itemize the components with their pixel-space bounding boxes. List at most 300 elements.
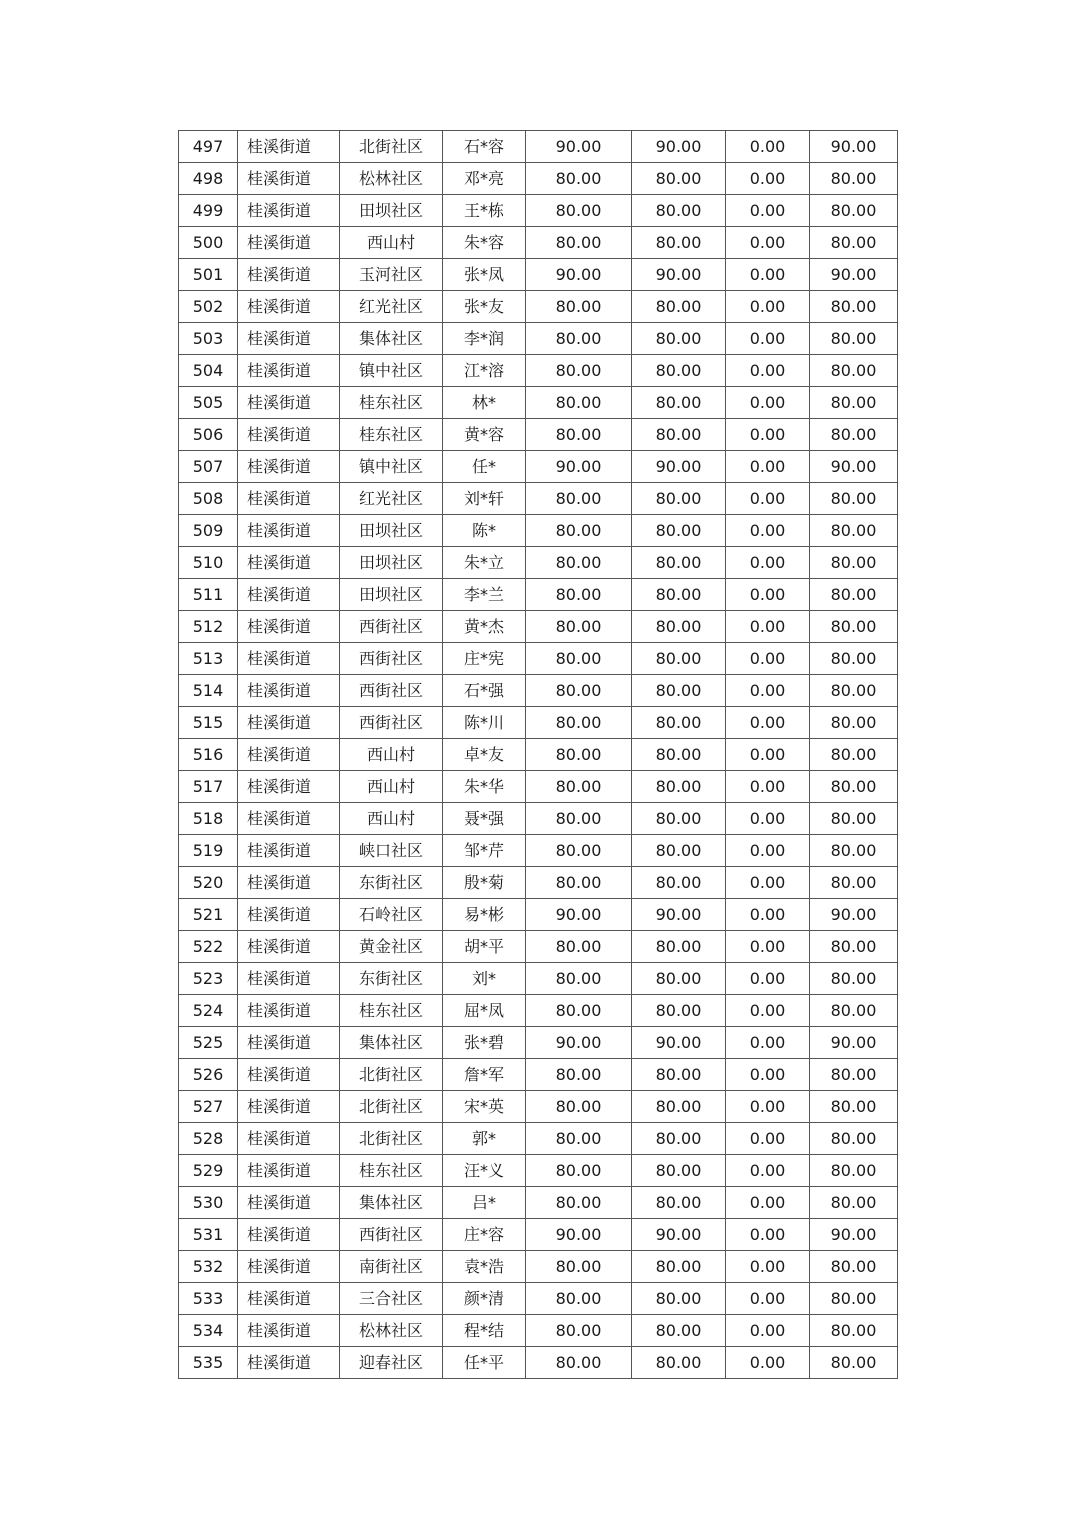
amount-1-cell: 90.00 — [526, 1027, 632, 1059]
row-number-cell: 513 — [179, 643, 238, 675]
amount-1-cell: 80.00 — [526, 1283, 632, 1315]
street-cell: 桂溪街道 — [238, 227, 340, 259]
row-number-cell: 523 — [179, 963, 238, 995]
amount-3-cell: 0.00 — [726, 1027, 810, 1059]
street-cell: 桂溪街道 — [238, 259, 340, 291]
community-cell: 桂东社区 — [340, 1155, 443, 1187]
table-row — [179, 515, 898, 547]
name-cell: 陈*川 — [443, 707, 526, 739]
name-cell: 李*兰 — [443, 579, 526, 611]
amount-1-cell: 80.00 — [526, 195, 632, 227]
amount-1-cell: 80.00 — [526, 1123, 632, 1155]
amount-4-cell: 90.00 — [810, 1219, 898, 1251]
amount-2-cell: 80.00 — [632, 931, 726, 963]
row-number-cell: 501 — [179, 259, 238, 291]
name-cell: 张*凤 — [443, 259, 526, 291]
street-cell: 桂溪街道 — [238, 451, 340, 483]
table-row — [179, 707, 898, 739]
street-cell: 桂溪街道 — [238, 323, 340, 355]
community-cell: 玉河社区 — [340, 259, 443, 291]
amount-1-cell: 80.00 — [526, 1251, 632, 1283]
row-number-cell: 499 — [179, 195, 238, 227]
amount-1-cell: 80.00 — [526, 675, 632, 707]
street-cell: 桂溪街道 — [238, 1219, 340, 1251]
name-cell: 宋*英 — [443, 1091, 526, 1123]
table-row — [179, 419, 898, 451]
amount-4-cell: 80.00 — [810, 803, 898, 835]
street-cell: 桂溪街道 — [238, 739, 340, 771]
row-number-cell: 520 — [179, 867, 238, 899]
amount-3-cell: 0.00 — [726, 611, 810, 643]
amount-4-cell: 80.00 — [810, 1251, 898, 1283]
amount-3-cell: 0.00 — [726, 931, 810, 963]
amount-2-cell: 80.00 — [632, 1347, 726, 1379]
amount-2-cell: 90.00 — [632, 451, 726, 483]
table-body — [179, 131, 898, 1379]
amount-1-cell: 80.00 — [526, 1155, 632, 1187]
table-row — [179, 579, 898, 611]
row-number-cell: 533 — [179, 1283, 238, 1315]
amount-2-cell: 90.00 — [632, 899, 726, 931]
community-cell: 田坝社区 — [340, 547, 443, 579]
amount-1-cell: 80.00 — [526, 355, 632, 387]
community-cell: 红光社区 — [340, 483, 443, 515]
name-cell: 汪*义 — [443, 1155, 526, 1187]
table-row — [179, 1251, 898, 1283]
amount-4-cell: 80.00 — [810, 611, 898, 643]
amount-1-cell: 90.00 — [526, 259, 632, 291]
street-cell: 桂溪街道 — [238, 163, 340, 195]
community-cell: 西街社区 — [340, 643, 443, 675]
table-row — [179, 771, 898, 803]
row-number-cell: 505 — [179, 387, 238, 419]
amount-3-cell: 0.00 — [726, 1283, 810, 1315]
amount-1-cell: 80.00 — [526, 963, 632, 995]
row-number-cell: 524 — [179, 995, 238, 1027]
street-cell: 桂溪街道 — [238, 835, 340, 867]
community-cell: 黄金社区 — [340, 931, 443, 963]
table-row — [179, 195, 898, 227]
amount-2-cell: 80.00 — [632, 835, 726, 867]
community-cell: 田坝社区 — [340, 515, 443, 547]
name-cell: 朱*华 — [443, 771, 526, 803]
amount-1-cell: 80.00 — [526, 483, 632, 515]
amount-2-cell: 80.00 — [632, 483, 726, 515]
amount-3-cell: 0.00 — [726, 1155, 810, 1187]
street-cell: 桂溪街道 — [238, 1283, 340, 1315]
amount-1-cell: 80.00 — [526, 867, 632, 899]
amount-2-cell: 80.00 — [632, 867, 726, 899]
name-cell: 张*碧 — [443, 1027, 526, 1059]
name-cell: 石*强 — [443, 675, 526, 707]
amount-1-cell: 80.00 — [526, 515, 632, 547]
street-cell: 桂溪街道 — [238, 195, 340, 227]
amount-4-cell: 80.00 — [810, 1059, 898, 1091]
amount-3-cell: 0.00 — [726, 323, 810, 355]
row-number-cell: 512 — [179, 611, 238, 643]
amount-4-cell: 80.00 — [810, 867, 898, 899]
amount-2-cell: 80.00 — [632, 195, 726, 227]
table-row — [179, 803, 898, 835]
table-row — [179, 291, 898, 323]
amount-1-cell: 80.00 — [526, 803, 632, 835]
street-cell: 桂溪街道 — [238, 1251, 340, 1283]
row-number-cell: 502 — [179, 291, 238, 323]
amount-2-cell: 90.00 — [632, 1027, 726, 1059]
amount-4-cell: 80.00 — [810, 931, 898, 963]
table-row — [179, 1187, 898, 1219]
name-cell: 朱*立 — [443, 547, 526, 579]
amount-1-cell: 80.00 — [526, 1059, 632, 1091]
table-row — [179, 835, 898, 867]
amount-1-cell: 80.00 — [526, 611, 632, 643]
name-cell: 郭* — [443, 1123, 526, 1155]
table-row — [179, 387, 898, 419]
table-row — [179, 611, 898, 643]
street-cell: 桂溪街道 — [238, 483, 340, 515]
table-row — [179, 1091, 898, 1123]
amount-3-cell: 0.00 — [726, 387, 810, 419]
name-cell: 刘* — [443, 963, 526, 995]
amount-1-cell: 80.00 — [526, 547, 632, 579]
amount-3-cell: 0.00 — [726, 131, 810, 163]
amount-2-cell: 80.00 — [632, 291, 726, 323]
amount-1-cell: 80.00 — [526, 1347, 632, 1379]
community-cell: 集体社区 — [340, 1027, 443, 1059]
amount-3-cell: 0.00 — [726, 579, 810, 611]
amount-4-cell: 80.00 — [810, 1187, 898, 1219]
amount-4-cell: 80.00 — [810, 195, 898, 227]
amount-2-cell: 80.00 — [632, 707, 726, 739]
community-cell: 田坝社区 — [340, 579, 443, 611]
street-cell: 桂溪街道 — [238, 643, 340, 675]
row-number-cell: 518 — [179, 803, 238, 835]
amount-3-cell: 0.00 — [726, 803, 810, 835]
row-number-cell: 530 — [179, 1187, 238, 1219]
amount-1-cell: 80.00 — [526, 835, 632, 867]
community-cell: 镇中社区 — [340, 451, 443, 483]
amount-3-cell: 0.00 — [726, 1251, 810, 1283]
street-cell: 桂溪街道 — [238, 1155, 340, 1187]
row-number-cell: 521 — [179, 899, 238, 931]
amount-3-cell: 0.00 — [726, 259, 810, 291]
street-cell: 桂溪街道 — [238, 867, 340, 899]
amount-4-cell: 90.00 — [810, 259, 898, 291]
name-cell: 江*溶 — [443, 355, 526, 387]
amount-3-cell: 0.00 — [726, 515, 810, 547]
community-cell: 南街社区 — [340, 1251, 443, 1283]
community-cell: 西街社区 — [340, 1219, 443, 1251]
name-cell: 任* — [443, 451, 526, 483]
community-cell: 桂东社区 — [340, 387, 443, 419]
row-number-cell: 517 — [179, 771, 238, 803]
community-cell: 北街社区 — [340, 1091, 443, 1123]
amount-3-cell: 0.00 — [726, 451, 810, 483]
name-cell: 殷*菊 — [443, 867, 526, 899]
community-cell: 西山村 — [340, 771, 443, 803]
name-cell: 石*容 — [443, 131, 526, 163]
table-row — [179, 483, 898, 515]
street-cell: 桂溪街道 — [238, 707, 340, 739]
amount-2-cell: 80.00 — [632, 1251, 726, 1283]
amount-2-cell: 80.00 — [632, 163, 726, 195]
community-cell: 西街社区 — [340, 675, 443, 707]
row-number-cell: 497 — [179, 131, 238, 163]
street-cell: 桂溪街道 — [238, 995, 340, 1027]
table-row — [179, 547, 898, 579]
table-row — [179, 1283, 898, 1315]
table-row — [179, 1219, 898, 1251]
amount-2-cell: 80.00 — [632, 387, 726, 419]
street-cell: 桂溪街道 — [238, 899, 340, 931]
name-cell: 程*结 — [443, 1315, 526, 1347]
amount-3-cell: 0.00 — [726, 995, 810, 1027]
name-cell: 吕* — [443, 1187, 526, 1219]
amount-2-cell: 80.00 — [632, 643, 726, 675]
amount-4-cell: 80.00 — [810, 1347, 898, 1379]
street-cell: 桂溪街道 — [238, 387, 340, 419]
name-cell: 胡*平 — [443, 931, 526, 963]
row-number-cell: 534 — [179, 1315, 238, 1347]
table-row — [179, 323, 898, 355]
amount-3-cell: 0.00 — [726, 771, 810, 803]
name-cell: 易*彬 — [443, 899, 526, 931]
street-cell: 桂溪街道 — [238, 931, 340, 963]
amount-4-cell: 80.00 — [810, 963, 898, 995]
street-cell: 桂溪街道 — [238, 1315, 340, 1347]
street-cell: 桂溪街道 — [238, 547, 340, 579]
table-row — [179, 963, 898, 995]
street-cell: 桂溪街道 — [238, 419, 340, 451]
row-number-cell: 509 — [179, 515, 238, 547]
row-number-cell: 527 — [179, 1091, 238, 1123]
amount-3-cell: 0.00 — [726, 355, 810, 387]
amount-4-cell: 90.00 — [810, 899, 898, 931]
amount-4-cell: 90.00 — [810, 131, 898, 163]
amount-1-cell: 80.00 — [526, 739, 632, 771]
street-cell: 桂溪街道 — [238, 1187, 340, 1219]
name-cell: 聂*强 — [443, 803, 526, 835]
street-cell: 桂溪街道 — [238, 675, 340, 707]
row-number-cell: 531 — [179, 1219, 238, 1251]
name-cell: 袁*浩 — [443, 1251, 526, 1283]
table-row — [179, 1123, 898, 1155]
table-row — [179, 675, 898, 707]
community-cell: 西山村 — [340, 227, 443, 259]
amount-1-cell: 90.00 — [526, 451, 632, 483]
name-cell: 黄*容 — [443, 419, 526, 451]
table-row — [179, 163, 898, 195]
amount-4-cell: 80.00 — [810, 675, 898, 707]
amount-2-cell: 80.00 — [632, 995, 726, 1027]
amount-1-cell: 80.00 — [526, 387, 632, 419]
amount-1-cell: 80.00 — [526, 227, 632, 259]
name-cell: 张*友 — [443, 291, 526, 323]
street-cell: 桂溪街道 — [238, 579, 340, 611]
amount-2-cell: 80.00 — [632, 323, 726, 355]
amount-4-cell: 80.00 — [810, 1091, 898, 1123]
street-cell: 桂溪街道 — [238, 1059, 340, 1091]
amount-2-cell: 80.00 — [632, 355, 726, 387]
amount-4-cell: 80.00 — [810, 227, 898, 259]
amount-1-cell: 80.00 — [526, 1187, 632, 1219]
street-cell: 桂溪街道 — [238, 611, 340, 643]
community-cell: 东街社区 — [340, 963, 443, 995]
table-row — [179, 899, 898, 931]
community-cell: 北街社区 — [340, 131, 443, 163]
amount-3-cell: 0.00 — [726, 707, 810, 739]
community-cell: 田坝社区 — [340, 195, 443, 227]
row-number-cell: 516 — [179, 739, 238, 771]
amount-1-cell: 80.00 — [526, 995, 632, 1027]
name-cell: 陈* — [443, 515, 526, 547]
amount-4-cell: 90.00 — [810, 1027, 898, 1059]
amount-4-cell: 80.00 — [810, 547, 898, 579]
community-cell: 西街社区 — [340, 707, 443, 739]
amount-4-cell: 80.00 — [810, 739, 898, 771]
row-number-cell: 511 — [179, 579, 238, 611]
amount-2-cell: 80.00 — [632, 1059, 726, 1091]
amount-4-cell: 80.00 — [810, 387, 898, 419]
amount-1-cell: 80.00 — [526, 771, 632, 803]
street-cell: 桂溪街道 — [238, 1123, 340, 1155]
community-cell: 东街社区 — [340, 867, 443, 899]
row-number-cell: 514 — [179, 675, 238, 707]
table-row — [179, 995, 898, 1027]
amount-2-cell: 80.00 — [632, 1283, 726, 1315]
amount-4-cell: 80.00 — [810, 579, 898, 611]
community-cell: 西街社区 — [340, 611, 443, 643]
community-cell: 西山村 — [340, 739, 443, 771]
table-row — [179, 355, 898, 387]
row-number-cell: 510 — [179, 547, 238, 579]
name-cell: 詹*军 — [443, 1059, 526, 1091]
amount-3-cell: 0.00 — [726, 867, 810, 899]
amount-2-cell: 80.00 — [632, 611, 726, 643]
amount-4-cell: 80.00 — [810, 355, 898, 387]
row-number-cell: 525 — [179, 1027, 238, 1059]
table-row — [179, 931, 898, 963]
name-cell: 庄*宪 — [443, 643, 526, 675]
table-row — [179, 259, 898, 291]
street-cell: 桂溪街道 — [238, 1027, 340, 1059]
table-row — [179, 867, 898, 899]
street-cell: 桂溪街道 — [238, 291, 340, 323]
community-cell: 三合社区 — [340, 1283, 443, 1315]
amount-3-cell: 0.00 — [726, 899, 810, 931]
amount-1-cell: 80.00 — [526, 163, 632, 195]
name-cell: 林* — [443, 387, 526, 419]
amount-2-cell: 80.00 — [632, 1155, 726, 1187]
amount-4-cell: 80.00 — [810, 1155, 898, 1187]
amount-3-cell: 0.00 — [726, 1187, 810, 1219]
amount-2-cell: 80.00 — [632, 803, 726, 835]
amount-2-cell: 80.00 — [632, 515, 726, 547]
row-number-cell: 504 — [179, 355, 238, 387]
table-row — [179, 739, 898, 771]
community-cell: 石岭社区 — [340, 899, 443, 931]
row-number-cell: 519 — [179, 835, 238, 867]
amount-4-cell: 80.00 — [810, 1283, 898, 1315]
amount-3-cell: 0.00 — [726, 195, 810, 227]
amount-2-cell: 80.00 — [632, 547, 726, 579]
amount-4-cell: 80.00 — [810, 163, 898, 195]
amount-1-cell: 80.00 — [526, 707, 632, 739]
row-number-cell: 529 — [179, 1155, 238, 1187]
table-row — [179, 451, 898, 483]
amount-4-cell: 80.00 — [810, 291, 898, 323]
amount-4-cell: 80.00 — [810, 771, 898, 803]
row-number-cell: 508 — [179, 483, 238, 515]
row-number-cell: 500 — [179, 227, 238, 259]
community-cell: 集体社区 — [340, 1187, 443, 1219]
amount-2-cell: 90.00 — [632, 1219, 726, 1251]
amount-2-cell: 80.00 — [632, 675, 726, 707]
table-row — [179, 1155, 898, 1187]
amount-4-cell: 80.00 — [810, 707, 898, 739]
amount-2-cell: 80.00 — [632, 739, 726, 771]
amount-4-cell: 80.00 — [810, 1315, 898, 1347]
amount-2-cell: 80.00 — [632, 419, 726, 451]
row-number-cell: 526 — [179, 1059, 238, 1091]
amount-4-cell: 80.00 — [810, 515, 898, 547]
amount-1-cell: 80.00 — [526, 323, 632, 355]
amount-3-cell: 0.00 — [726, 739, 810, 771]
row-number-cell: 535 — [179, 1347, 238, 1379]
amount-2-cell: 90.00 — [632, 131, 726, 163]
street-cell: 桂溪街道 — [238, 963, 340, 995]
community-cell: 集体社区 — [340, 323, 443, 355]
amount-3-cell: 0.00 — [726, 483, 810, 515]
name-cell: 刘*轩 — [443, 483, 526, 515]
street-cell: 桂溪街道 — [238, 131, 340, 163]
row-number-cell: 507 — [179, 451, 238, 483]
amount-2-cell: 80.00 — [632, 1187, 726, 1219]
name-cell: 王*栋 — [443, 195, 526, 227]
row-number-cell: 528 — [179, 1123, 238, 1155]
row-number-cell: 506 — [179, 419, 238, 451]
street-cell: 桂溪街道 — [238, 1091, 340, 1123]
name-cell: 庄*容 — [443, 1219, 526, 1251]
amount-3-cell: 0.00 — [726, 547, 810, 579]
amount-4-cell: 80.00 — [810, 483, 898, 515]
amount-4-cell: 90.00 — [810, 451, 898, 483]
name-cell: 李*润 — [443, 323, 526, 355]
amount-3-cell: 0.00 — [726, 1347, 810, 1379]
amount-4-cell: 80.00 — [810, 323, 898, 355]
amount-2-cell: 80.00 — [632, 227, 726, 259]
amount-3-cell: 0.00 — [726, 227, 810, 259]
amount-2-cell: 80.00 — [632, 1091, 726, 1123]
amount-2-cell: 80.00 — [632, 1123, 726, 1155]
name-cell: 邹*芹 — [443, 835, 526, 867]
amount-3-cell: 0.00 — [726, 963, 810, 995]
community-cell: 松林社区 — [340, 1315, 443, 1347]
community-cell: 松林社区 — [340, 163, 443, 195]
community-cell: 桂东社区 — [340, 995, 443, 1027]
amount-3-cell: 0.00 — [726, 1091, 810, 1123]
amount-3-cell: 0.00 — [726, 291, 810, 323]
table-row — [179, 1027, 898, 1059]
name-cell: 屈*凤 — [443, 995, 526, 1027]
amount-1-cell: 90.00 — [526, 899, 632, 931]
name-cell: 卓*友 — [443, 739, 526, 771]
amount-3-cell: 0.00 — [726, 835, 810, 867]
amount-4-cell: 80.00 — [810, 1123, 898, 1155]
amount-3-cell: 0.00 — [726, 1059, 810, 1091]
amount-1-cell: 80.00 — [526, 1091, 632, 1123]
table-row — [179, 1059, 898, 1091]
